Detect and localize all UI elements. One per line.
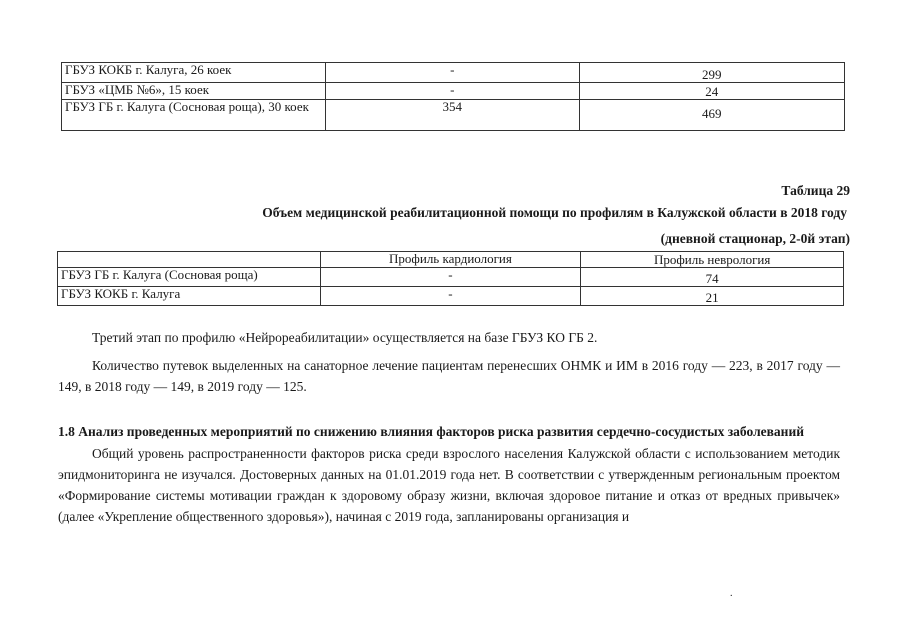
value-text: 21 (705, 290, 719, 305)
value-text: - (448, 267, 453, 282)
facility-table-top (61, 62, 845, 131)
table-row (62, 83, 845, 100)
paragraph-risk-factors: Общий уровень распространенности факторов риска среди взрослого населения Калужской области с использованием методик эпидмониторинга не изучался. Достоверных данных на 01.01.2019 года нет. В соответствии с утвержденным региональным проектом «Формирование системы мотивации граждан к здоровому образу жизни, включая здоровое питание и отказ от вредных привычек» (далее «Укрепление общественного здоровья»), начиная с 2019 года, запланированы организация и (58, 446, 840, 524)
value-cell (581, 268, 844, 287)
value-text: 24 (705, 84, 719, 99)
table-row (62, 63, 845, 83)
value-cell (579, 63, 844, 83)
facility-name-cell: ГБУЗ ГБ г. Калуга (Сосновая роща), 30 коек (62, 100, 326, 131)
value-text: 354 (442, 99, 463, 114)
value-cell (325, 83, 579, 100)
rehab-volume-table (57, 251, 844, 306)
facility-name-cell: ГБУЗ КОКБ г. Калуга (58, 287, 321, 306)
value-text: 299 (702, 67, 722, 82)
value-text: 469 (702, 106, 722, 121)
value-cell (320, 287, 581, 306)
facility-name-cell: ГБУЗ ГБ г. Калуга (Сосновая роща) (58, 268, 321, 287)
header-cell-empty (58, 252, 321, 268)
table-number: Таблица 29 (781, 183, 850, 198)
header-cell-cardiology: Профиль кардиология (320, 252, 581, 268)
table-header-row (58, 252, 844, 268)
value-cell (579, 83, 844, 100)
value-cell (581, 287, 844, 306)
header-cell-neurology: Профиль неврология (581, 252, 844, 268)
paragraph-third-stage: Третий этап по профилю «Нейрореабилитации» осуществляется на базе ГБУЗ КО ГБ 2. (92, 330, 598, 345)
paragraph-vouchers: Количество путевок выделенных на санаторное лечение пациентам перенесших ОНМК и ИМ в 2016 году — 223, в 2017 году — 149, в 2018 году — 149, в 2019 году — 125. (58, 358, 840, 394)
table-row (58, 268, 844, 287)
section-heading: 1.8 Анализ проведенных мероприятий по снижению влияния факторов риска развития сердечно-сосудистых заболеваний (58, 424, 805, 439)
value-cell (325, 63, 579, 83)
page-mark: . (730, 588, 733, 599)
table-row (58, 287, 844, 306)
value-text: 74 (705, 271, 719, 286)
table-row (62, 100, 845, 131)
table-title: Объем медицинской реабилитационной помощи по профилям в Калужской области в 2018 году (262, 205, 847, 220)
value-cell (325, 100, 579, 131)
value-cell (579, 100, 844, 131)
table-subtitle: (дневной стационар, 2-0й этап) (660, 231, 850, 246)
facility-name-cell: ГБУЗ КОКБ г. Калуга, 26 коек (62, 63, 326, 83)
value-text: - (450, 82, 455, 97)
facility-name-cell: ГБУЗ «ЦМБ №6», 15 коек (62, 83, 326, 100)
value-text: - (450, 62, 455, 77)
value-text: - (448, 286, 453, 301)
value-cell (320, 268, 581, 287)
